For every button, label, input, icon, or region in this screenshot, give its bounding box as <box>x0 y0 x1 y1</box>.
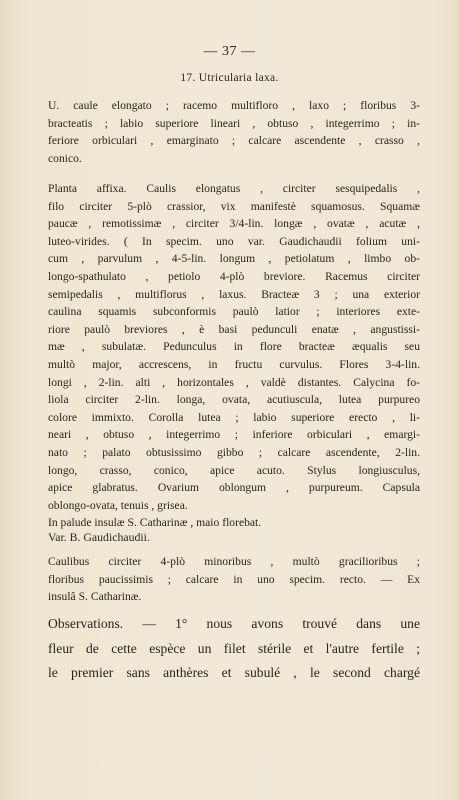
description-line: apice glabratus. Ovarium oblongum , purpureum. Capsula <box>48 481 420 495</box>
description-line: filo circiter 5-plò crassior, vix manifestè squamosus. Squamæ <box>48 199 420 213</box>
species-title: 17. Utricularia laxa. <box>180 72 279 84</box>
description-line: longo-spathulato , petiolo 4-plò breviore. Racemus circiter <box>48 269 420 283</box>
description-line: Planta affixa. Caulis elongatus , circiter sesquipedalis , <box>48 182 420 195</box>
variety-line: insulâ S. Catharinæ. <box>48 590 142 604</box>
diagnosis-paragraph <box>48 97 420 167</box>
observations-line: le premier sans anthères et subulé , le second chargé <box>48 665 420 680</box>
description-line: luteo-virides. ( In specim. uno var. Gaudichaudii folium uni- <box>48 234 420 248</box>
description-line: nato ; palato obtusissimo gibbo ; calcare ascendente, 2-lin. <box>48 445 420 459</box>
description-line: paucæ , remotissimæ , circiter 3/4-lin. longæ , ovatæ , acutæ , <box>48 217 420 231</box>
description-line: multò major, accrescens, in fructu curvulus. Flores 3-4-lin. <box>48 357 420 371</box>
habitat-line: In palude insulæ S. Catharinæ , maio florebat. <box>48 516 262 530</box>
description-line: longo, crasso, conico, apice acuto. Stylus longiusculus, <box>48 463 420 477</box>
description-line: semipedalis , multiflorus , laxus. Bracteæ 3 ; una exterior <box>48 287 420 301</box>
description-line: neari , obtuso , integerrimo ; inferiore orbiculari , emargi- <box>48 428 420 442</box>
diagnosis-line: bracteatis ; labio superiore lineari , obtuso , integerrimo ; in- <box>48 116 420 130</box>
diagnosis-line: U. caule elongato ; racemo multifloro , laxo ; floribus 3- <box>48 99 420 112</box>
variety-paragraph <box>48 553 420 606</box>
description-line: cum , parvulum , 4-5-lin. longum , petiolatum , limbo ob- <box>48 252 420 266</box>
description-line: oblongo-ovata, tenuis , grisea. <box>48 498 188 512</box>
page-number: — 37 — <box>203 44 256 59</box>
description-line: riore paulò breviores , è basi pedunculi enatæ , angustissi- <box>48 322 420 336</box>
variety-line: floribus paucissimis ; calcare in uno specim. recto. — Ex <box>48 572 420 586</box>
description-line: colore immixto. Corolla lutea ; labio superiore erecto , li- <box>48 410 420 424</box>
diagnosis-line: conico. <box>48 151 82 165</box>
description-line: longi , 2-lin. alti , horizontales , valdè distantes. Calycina fo- <box>48 375 420 389</box>
observations-line: fleur de cette espèce un filet stérile et l'autre fertile ; <box>48 640 420 656</box>
variety-heading: Var. B. Gaudichaudii. <box>48 530 150 544</box>
description-line: mæ , subulatæ. Pedunculus in flore bracteæ æqualis seu <box>48 340 420 354</box>
observations-line: Observations. — 1° nous avons trouvé dans une <box>48 616 420 631</box>
description-line: liola circiter 2-lin. longa, ovata, acutiuscula, lutea purpureo <box>48 393 420 407</box>
diagnosis-line: feriore orbiculari , emarginato ; calcare ascendente , crasso , <box>48 134 420 148</box>
description-paragraph <box>48 180 420 532</box>
observations-paragraph <box>48 612 420 686</box>
variety-line: Caulibus circiter 4-plò minoribus , multò gracilioribus ; <box>48 555 420 568</box>
description-line: caulina squamis subconformis paulò latior ; interiores exte- <box>48 305 420 319</box>
